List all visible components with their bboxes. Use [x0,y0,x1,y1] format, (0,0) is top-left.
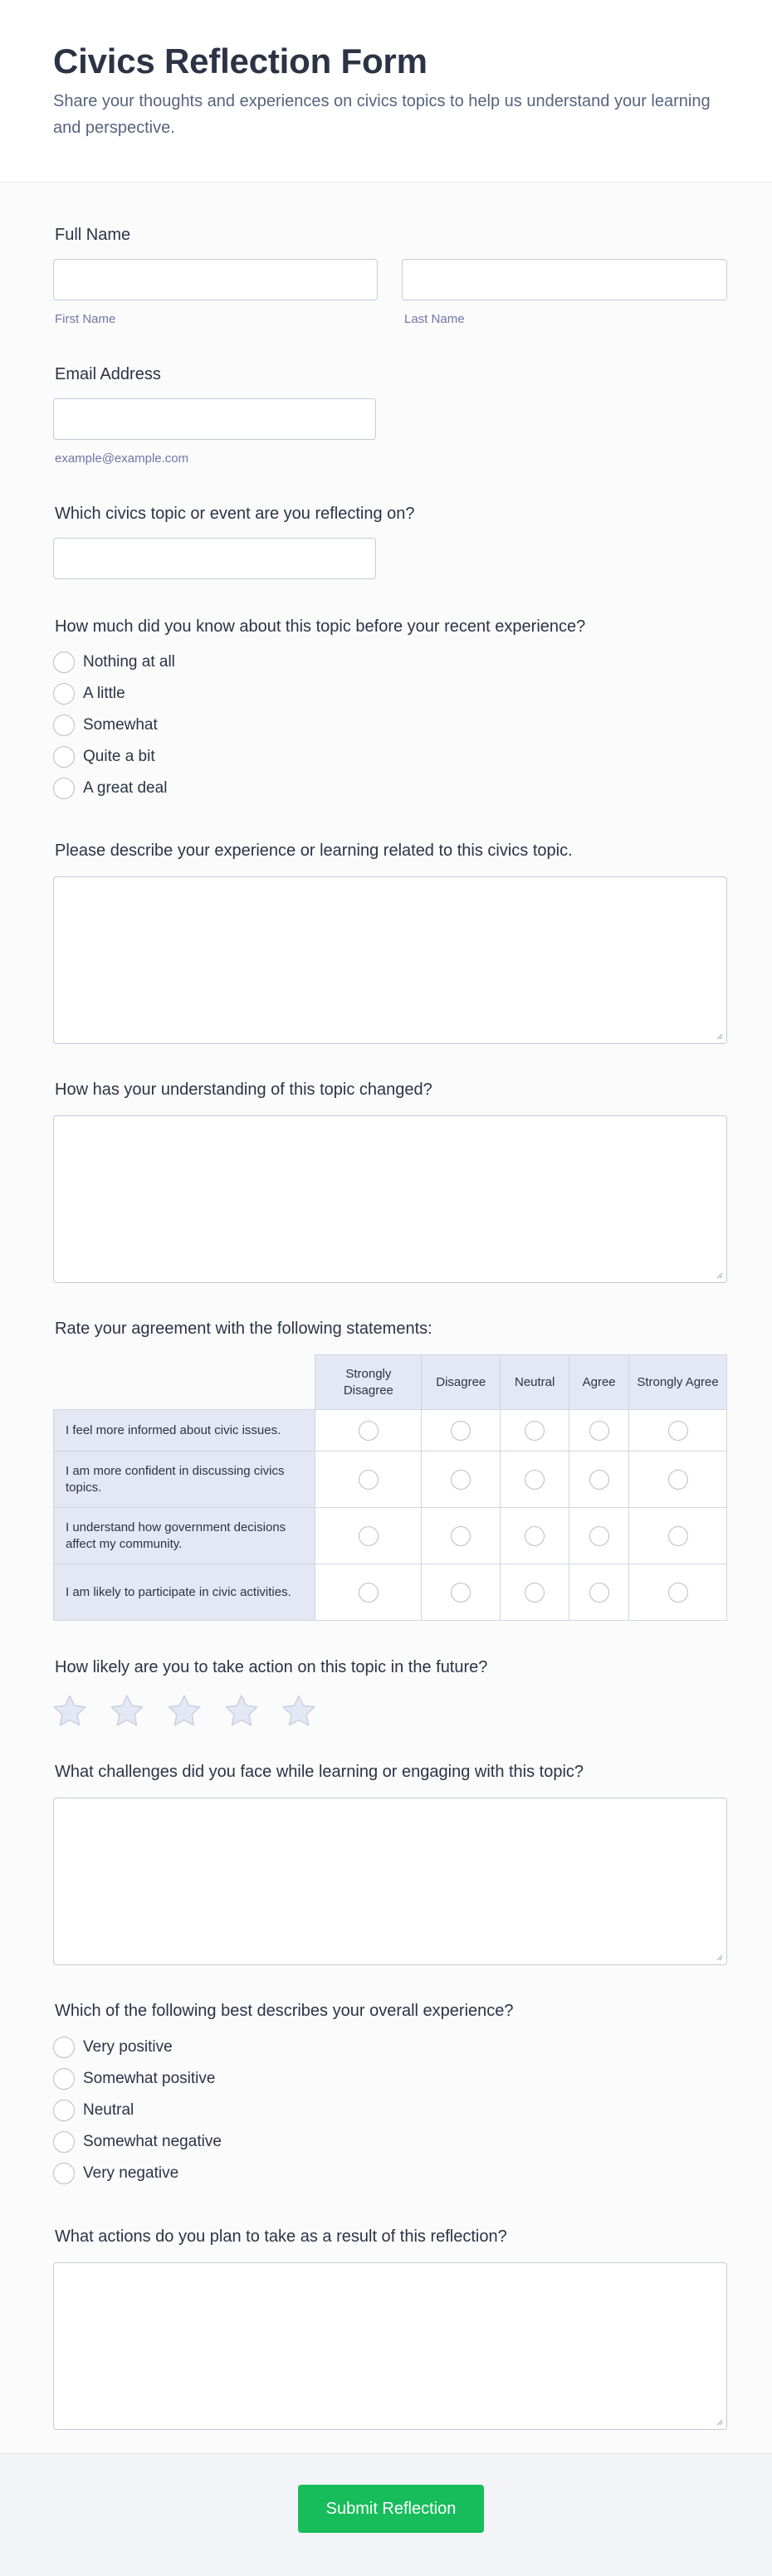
last-name-input[interactable] [402,259,727,300]
experience-textarea[interactable] [53,876,727,1044]
prior-option-nothing[interactable] [53,651,175,673]
radio-button[interactable] [525,1421,545,1441]
radio-button[interactable] [53,683,75,705]
option-label: Somewhat negative [83,2133,222,2150]
option-label: Very negative [83,2164,179,2182]
email-input[interactable] [53,398,376,440]
option-label: Somewhat [83,716,158,734]
overall-label: Which of the following best describes your overall experience? [55,2002,514,2020]
actions-textarea[interactable] [53,2262,727,2430]
star-icon[interactable] [166,1693,203,1730]
submit-button[interactable]: Submit Reflection [298,2485,484,2533]
matrix-cell[interactable] [629,1564,727,1621]
topic-input[interactable] [53,538,376,579]
option-label: A great deal [83,779,168,797]
star-rating [51,1693,338,1730]
email-label: Email Address [55,365,161,383]
understanding-textarea[interactable] [53,1115,727,1283]
matrix-cell[interactable] [422,1508,501,1564]
matrix-row-label: I understand how government decisions affect my community. [54,1508,315,1564]
matrix-column-header: Strongly Disagree [315,1355,422,1410]
prior-knowledge-label: How much did you know about this topic before your recent experience? [55,617,586,636]
overall-option-very-positive[interactable] [53,2037,173,2058]
matrix-cell[interactable] [501,1451,569,1508]
radio-button[interactable] [668,1526,688,1546]
challenges-label: What challenges did you face while learning or engaging with this topic? [55,1763,584,1781]
matrix-cell[interactable] [315,1451,422,1508]
full-name-label: Full Name [55,226,131,244]
radio-button[interactable] [53,2100,75,2121]
option-label: Neutral [83,2101,134,2119]
radio-button[interactable] [53,2068,75,2090]
radio-button[interactable] [668,1421,688,1441]
radio-button[interactable] [359,1421,379,1441]
radio-button[interactable] [53,746,75,768]
radio-button[interactable] [451,1470,471,1490]
radio-button[interactable] [53,778,75,799]
matrix-cell[interactable] [569,1410,629,1451]
matrix-cell[interactable] [501,1508,569,1564]
radio-button[interactable] [53,2163,75,2184]
resize-handle-icon[interactable] [715,1271,723,1279]
overall-option-somewhat-positive[interactable] [53,2068,215,2090]
matrix-row-label: I am more confident in discussing civics topics. [54,1451,315,1508]
matrix-corner [54,1355,315,1410]
matrix-column-header: Neutral [501,1355,569,1410]
radio-button[interactable] [451,1526,471,1546]
radio-button[interactable] [589,1526,609,1546]
radio-button[interactable] [589,1583,609,1603]
matrix-cell[interactable] [422,1410,501,1451]
email-sublabel: example@example.com [55,451,189,466]
matrix-column-header: Strongly Agree [629,1355,727,1410]
star-icon[interactable] [109,1693,145,1730]
matrix-cell[interactable] [629,1410,727,1451]
radio-button[interactable] [589,1421,609,1441]
agreement-matrix [53,1354,727,1621]
resize-handle-icon[interactable] [715,1032,723,1040]
radio-button[interactable] [53,651,75,673]
last-name-sublabel: Last Name [404,312,465,326]
radio-button[interactable] [668,1583,688,1603]
actions-label: What actions do you plan to take as a result of this reflection? [55,2227,507,2246]
star-icon[interactable] [223,1693,260,1730]
prior-option-great[interactable] [53,778,167,799]
prior-option-somewhat[interactable] [53,715,158,736]
radio-button[interactable] [359,1526,379,1546]
matrix-column-header: Disagree [422,1355,501,1410]
understanding-label: How has your understanding of this topic changed? [55,1081,432,1099]
option-label: Quite a bit [83,748,155,765]
radio-button[interactable] [53,2037,75,2058]
challenges-textarea[interactable] [53,1798,727,1965]
radio-button[interactable] [525,1583,545,1603]
radio-button[interactable] [451,1421,471,1441]
radio-button[interactable] [525,1526,545,1546]
prior-option-quite[interactable] [53,746,155,768]
matrix-cell[interactable] [569,1564,629,1621]
likelihood-label: How likely are you to take action on this topic in the future? [55,1658,488,1676]
option-label: Nothing at all [83,653,175,671]
resize-handle-icon[interactable] [715,1953,723,1961]
matrix-cell[interactable] [629,1451,727,1508]
matrix-cell[interactable] [422,1564,501,1621]
matrix-cell[interactable] [501,1410,569,1451]
matrix-cell[interactable] [315,1410,422,1451]
overall-option-very-negative[interactable] [53,2163,178,2184]
form-header [0,0,772,183]
form-footer [0,2453,772,2576]
agreement-label: Rate your agreement with the following statements: [55,1320,432,1338]
matrix-cell[interactable] [315,1508,422,1564]
overall-option-neutral[interactable] [53,2100,134,2121]
form-title: Civics Reflection Form [53,41,428,80]
first-name-input[interactable] [53,259,378,300]
matrix-cell[interactable] [629,1508,727,1564]
radio-button[interactable] [589,1470,609,1490]
experience-label: Please describe your experience or learning related to this civics topic. [55,842,573,860]
option-label: Very positive [83,2038,173,2056]
radio-button[interactable] [451,1583,471,1603]
matrix-column-header: Agree [569,1355,629,1410]
matrix-row-label: I am likely to participate in civic activities. [54,1564,315,1621]
radio-button[interactable] [359,1470,379,1490]
star-icon[interactable] [51,1693,88,1730]
radio-button[interactable] [53,2131,75,2153]
matrix-cell[interactable] [569,1508,629,1564]
matrix-row-label: I feel more informed about civic issues. [54,1410,315,1451]
form-description: Share your thoughts and experiences on civics topics to help us understand your learning and perspective. [53,92,711,137]
radio-button[interactable] [359,1583,379,1603]
option-label: Somewhat positive [83,2070,216,2087]
star-icon[interactable] [281,1693,317,1730]
radio-button[interactable] [668,1470,688,1490]
radio-button[interactable] [53,715,75,736]
option-label: A little [83,685,125,702]
matrix-cell[interactable] [569,1451,629,1508]
matrix-cell[interactable] [501,1564,569,1621]
topic-label: Which civics topic or event are you reflecting on? [55,505,415,523]
overall-option-somewhat-negative[interactable] [53,2131,222,2153]
prior-option-little[interactable] [53,683,125,705]
matrix-cell[interactable] [422,1451,501,1508]
radio-button[interactable] [525,1470,545,1490]
resize-handle-icon[interactable] [715,2417,723,2426]
first-name-sublabel: First Name [55,312,116,326]
matrix-cell[interactable] [315,1564,422,1621]
